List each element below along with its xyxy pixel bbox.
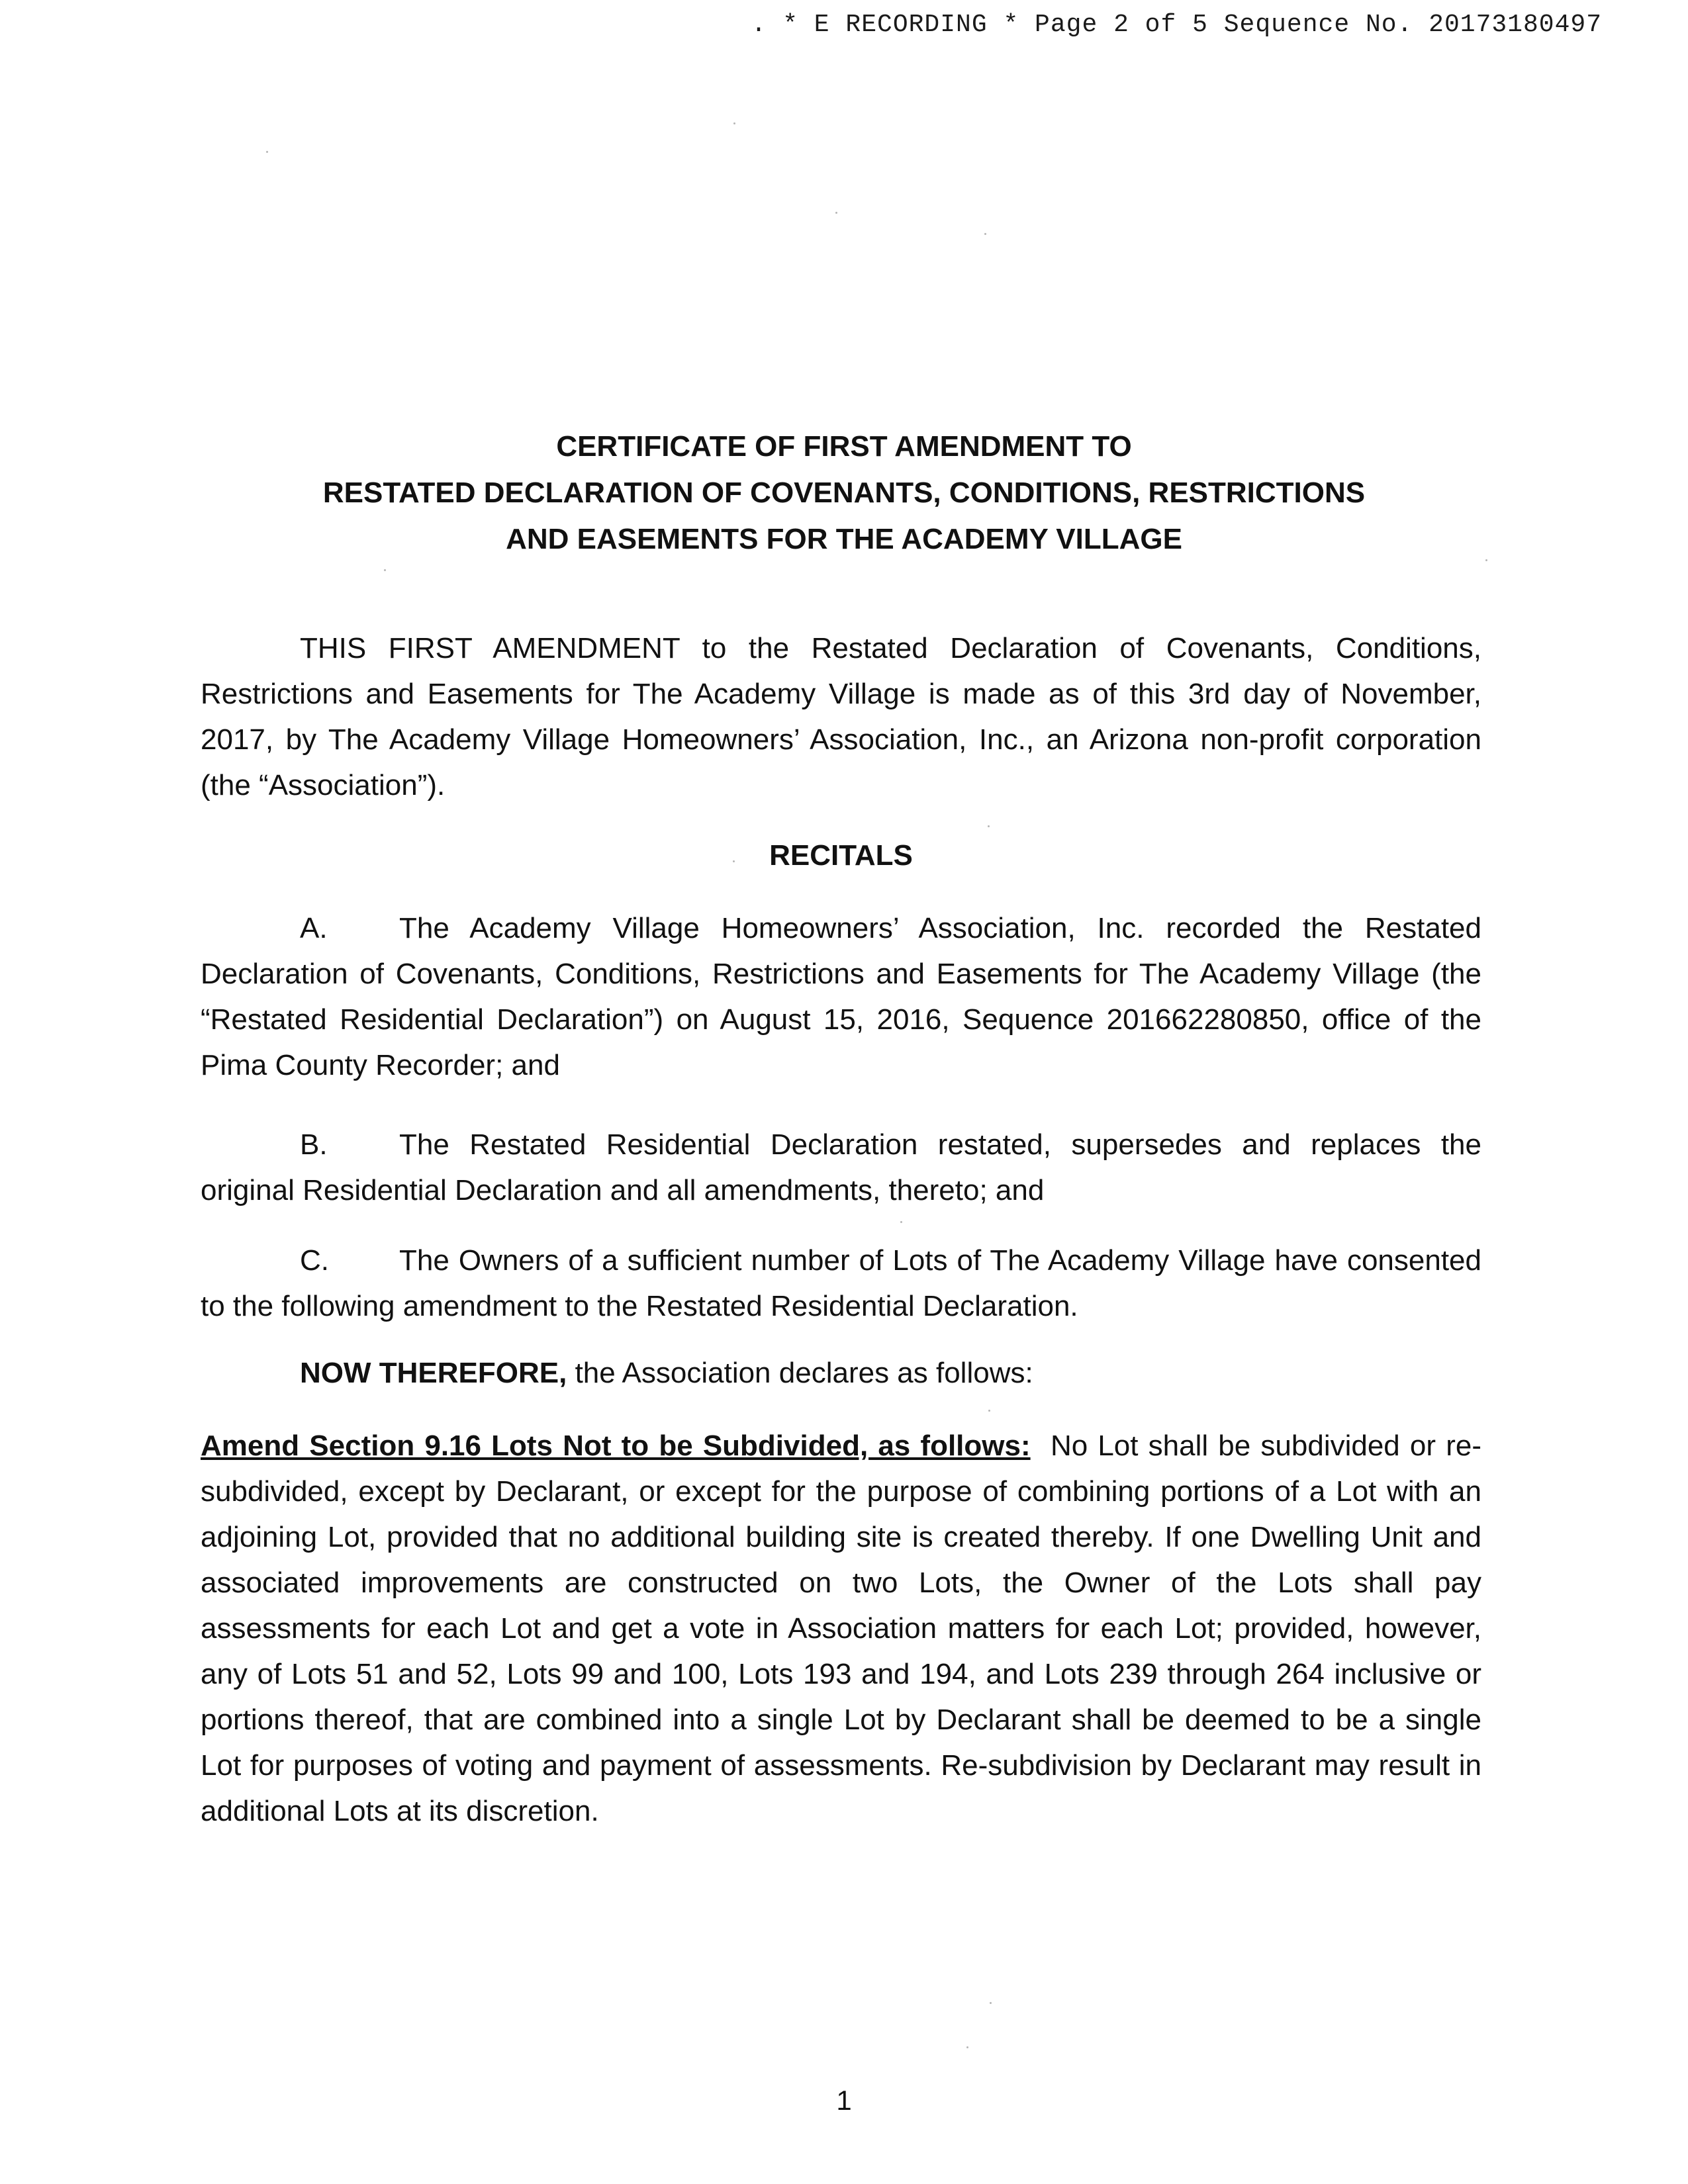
scan-speck xyxy=(1485,559,1487,561)
recital-a xyxy=(201,905,1481,1088)
title-line-2: RESTATED DECLARATION OF COVENANTS, CONDITIONS, RESTRICTIONS xyxy=(322,477,1366,509)
scan-speck xyxy=(266,151,268,153)
scan-speck xyxy=(900,1221,902,1223)
scan-speck xyxy=(733,860,735,862)
recital-b xyxy=(201,1122,1481,1213)
recital-a-letter: A. xyxy=(300,912,328,944)
recital-c-text: The Owners of a sufficient number of Lots of The Academy Village have consented to the following amendment to the Restated Residential Declaration. xyxy=(201,1244,1481,1322)
recitals-heading: RECITALS xyxy=(769,839,913,872)
recital-b-letter: B. xyxy=(300,1128,328,1161)
recital-c-letter: C. xyxy=(300,1244,329,1277)
scan-speck xyxy=(988,825,990,827)
scan-speck xyxy=(988,1410,990,1412)
scan-speck xyxy=(990,2002,992,2004)
recital-c-block xyxy=(201,1238,1481,1329)
declaration-lead: NOW THEREFORE, xyxy=(300,1357,567,1389)
scan-speck xyxy=(384,569,386,571)
scan-speck xyxy=(984,233,986,235)
intro-block xyxy=(201,625,1481,808)
recital-b-text: The Restated Residential Declaration restated, supersedes and replaces the original Residential Declaration and all amendments, thereto; and xyxy=(201,1128,1481,1206)
recital-a-block xyxy=(201,905,1481,1088)
declaration-text: the Association declares as follows: xyxy=(575,1357,1033,1389)
title-line-3: AND EASEMENTS FOR THE ACADEMY VILLAGE xyxy=(506,523,1182,555)
amendment-heading: Amend Section 9.16 Lots Not to be Subdivided, as follows: xyxy=(201,1430,1031,1462)
title-line-1: CERTIFICATE OF FIRST AMENDMENT TO xyxy=(556,430,1132,463)
scan-speck xyxy=(835,212,837,214)
document-title xyxy=(0,424,1688,563)
recital-c xyxy=(201,1238,1481,1329)
declaration-paragraph xyxy=(201,1350,1481,1396)
declaration-block xyxy=(201,1350,1481,1396)
scan-speck xyxy=(733,122,735,124)
amendment-block xyxy=(201,1423,1481,1834)
recital-b-block xyxy=(201,1122,1481,1213)
amendment-paragraph xyxy=(201,1423,1481,1834)
intro-paragraph: THIS FIRST AMENDMENT to the Restated Declaration of Covenants, Conditions, Restrictions and Easements for The Academy Village is made as of this 3rd day of November, 2017, by The Academy Village Homeowners’ Association, Inc., an Arizona non-profit corporation (the “Association”). xyxy=(201,632,1481,801)
page-number: 1 xyxy=(836,2085,852,2116)
amendment-text: No Lot shall be subdivided or re-subdivided, except by Declarant, or except for the purpose of combining portions of a Lot with an adjoining Lot, provided that no additional building site is created thereby. If one Dwelling Unit and associated improvements are constructed on two Lots, the Owner of the Lots shall pay assessments for each Lot and get a vote in Association matters for each Lot; provided, however, any of Lots 51 and 52, Lots 99 and 100, Lots 193 and 194, and Lots 239 through 264 inclusive or portions thereof, that are combined into a single Lot by Declarant shall be deemed to be a single Lot for purposes of voting and payment of assessments. Re-subdivision by Declarant may result in additional Lots at its discretion. xyxy=(201,1430,1481,1827)
scan-speck xyxy=(966,2046,968,2048)
recording-stamp: . * E RECORDING * Page 2 of 5 Sequence No. 20173180497 xyxy=(751,11,1602,39)
recitals-heading-block xyxy=(201,833,1481,878)
recital-a-text: The Academy Village Homeowners’ Association, Inc. recorded the Restated Declaration of Covenants, Conditions, Restrictions and Easements for The Academy Village (the “Restated Residential Declaration”) on August 15, 2016, Sequence 201662280850, office of the Pima County Recorder; and xyxy=(201,912,1481,1081)
